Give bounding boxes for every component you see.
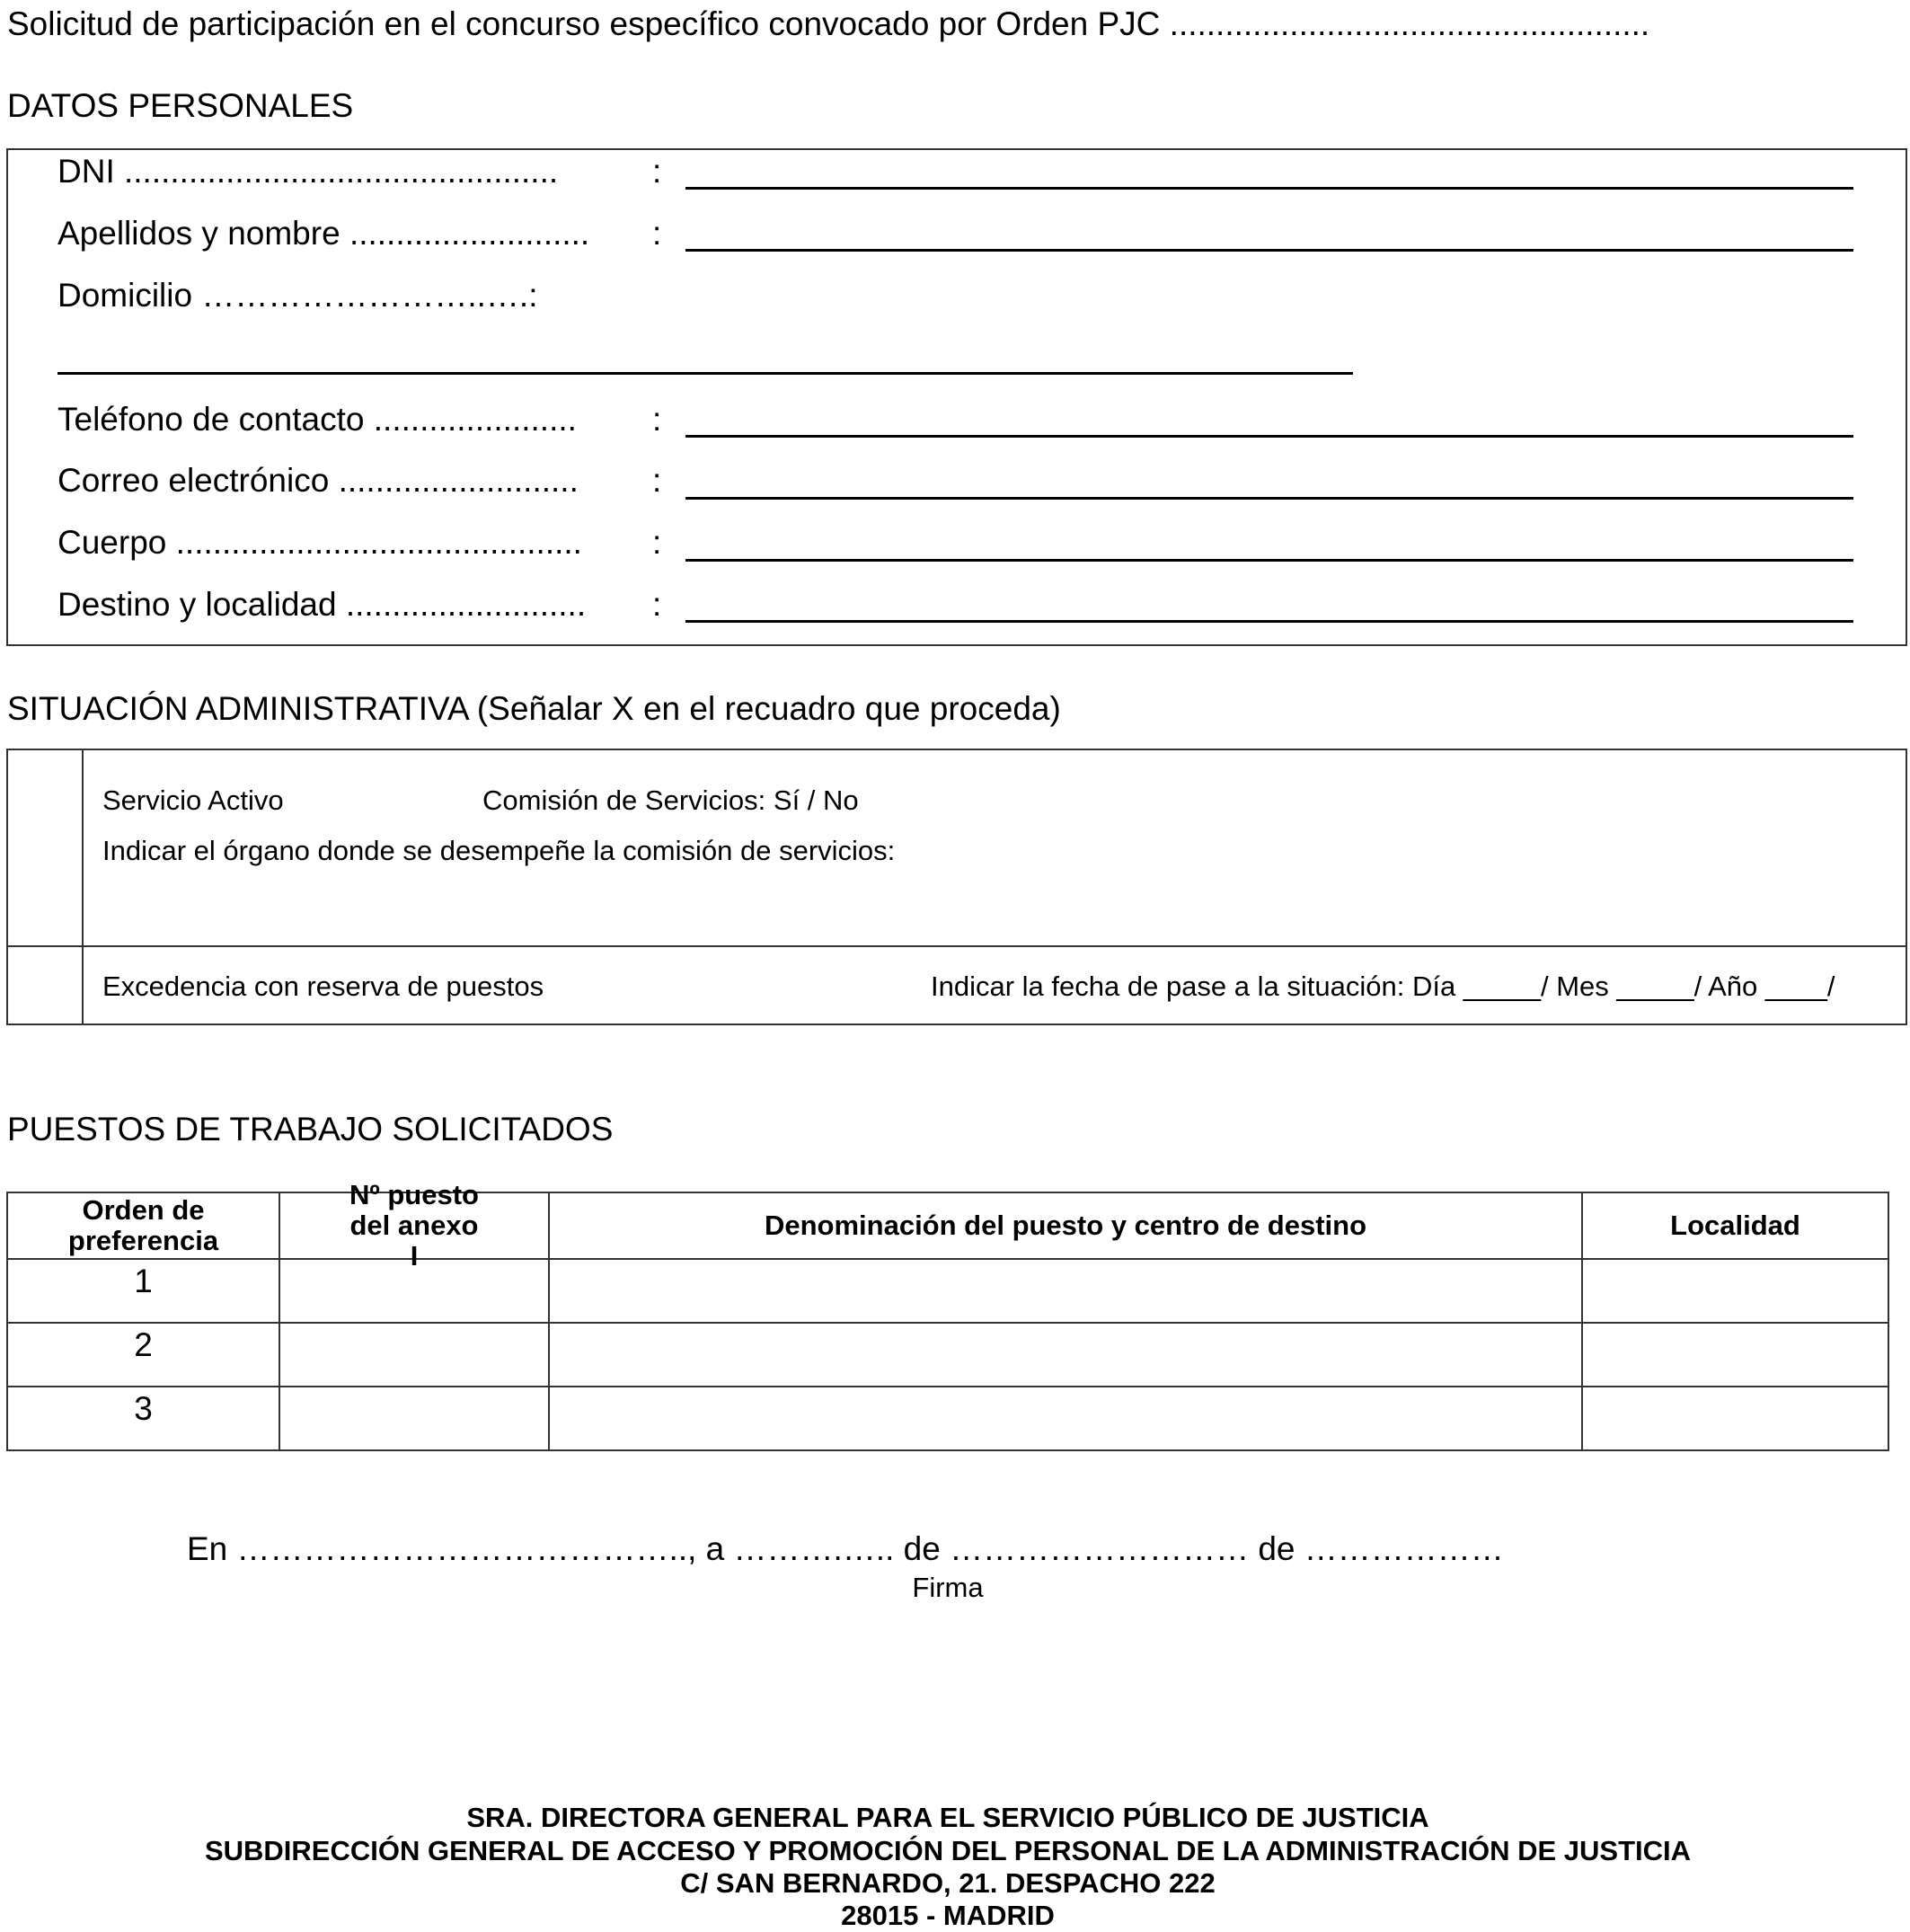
document-title: Solicitud de participación en el concurso específico convocado por Orden PJC .................................................... [7, 5, 1650, 42]
destino-localidad-field[interactable] [685, 620, 1853, 623]
footer-recipient: SRA. DIRECTORA GENERAL PARA EL SERVICIO PÚBLICO DE JUSTICIA [466, 1802, 1429, 1833]
puesto-3-numero-cell[interactable] [280, 1387, 548, 1449]
lugar-fecha-line: En ………………………………….., a ……….….. de ……………………… de ……………… [187, 1530, 1504, 1567]
field-colon-cuerpo: : [652, 524, 662, 561]
puesto-3-denominacion-cell[interactable] [550, 1387, 1581, 1449]
table-row-number: 1 [134, 1263, 153, 1299]
dni-field[interactable] [685, 187, 1853, 190]
table-row-number: 2 [134, 1326, 153, 1363]
field-label-destino-localidad: Destino y localidad .......................... [57, 586, 587, 623]
puesto-2-denominacion-cell[interactable] [550, 1324, 1581, 1386]
field-label-correo: Correo electrónico .......................... [57, 462, 579, 499]
field-colon-correo: : [652, 462, 662, 499]
puesto-1-denominacion-cell[interactable] [550, 1260, 1581, 1322]
field-colon-destino-localidad: : [652, 586, 662, 623]
column-header-n-puesto: Nº puesto del anexo I [349, 1179, 479, 1272]
column-header-denominacion: Denominación del puesto y centro de destino [764, 1210, 1367, 1241]
section-heading-puestos: PUESTOS DE TRABAJO SOLICITADOS [7, 1111, 614, 1148]
firma-label: Firma [912, 1572, 984, 1603]
field-label-dni: DNI ............................................... [57, 153, 559, 190]
field-label-telefono: Teléfono de contacto ...................... [57, 401, 577, 438]
section-heading-situacion: SITUACIÓN ADMINISTRATIVA (Señalar X en el recuadro que proceda) [7, 690, 1061, 727]
excedencia-label: Excedencia con reserva de puestos [102, 970, 544, 1002]
footer-postal-city: 28015 - MADRID [841, 1900, 1055, 1931]
section-heading-datos-personales: DATOS PERSONALES [7, 87, 354, 124]
column-header-orden: Orden de preferencia [67, 1194, 219, 1256]
table-row-number: 3 [134, 1390, 153, 1427]
correo-field[interactable] [685, 497, 1853, 500]
cuerpo-field[interactable] [685, 559, 1853, 562]
field-label-apellidos-nombre: Apellidos y nombre .......................... [57, 215, 590, 252]
field-colon-dni: : [652, 153, 662, 190]
domicilio-field[interactable] [57, 372, 1353, 375]
apellidos-nombre-field[interactable] [685, 249, 1853, 252]
field-label-cuerpo: Cuerpo ............................................ [57, 524, 582, 561]
telefono-field[interactable] [685, 435, 1853, 438]
puesto-2-localidad-cell[interactable] [1583, 1324, 1888, 1386]
puesto-2-numero-cell[interactable] [280, 1324, 548, 1386]
servicio-activo-checkbox[interactable] [8, 750, 82, 945]
situacion-row-divider [6, 945, 1907, 947]
field-colon-telefono: : [652, 401, 662, 438]
excedencia-checkbox[interactable] [8, 947, 82, 1024]
fecha-pase-label: Indicar la fecha de pase a la situación: Día _____/ Mes _____/ Año ____/ [931, 970, 1835, 1002]
puesto-3-localidad-cell[interactable] [1583, 1387, 1888, 1449]
servicio-activo-label: Servicio Activo [102, 784, 284, 816]
field-colon-apellidos-nombre: : [652, 215, 662, 252]
puesto-1-localidad-cell[interactable] [1583, 1260, 1888, 1322]
comision-servicios-label: Comisión de Servicios: Sí / No [482, 784, 859, 816]
puesto-1-numero-cell[interactable] [280, 1260, 548, 1322]
checkbox-column-divider [82, 749, 84, 1025]
column-header-localidad: Localidad [1670, 1210, 1800, 1241]
organo-comision-label: Indicar el órgano donde se desempeñe la comisión de servicios: [102, 835, 896, 866]
footer-subdireccion: SUBDIRECCIÓN GENERAL DE ACCESO Y PROMOCIÓN DEL PERSONAL DE LA ADMINISTRACIÓN DE JUSTICIA [204, 1835, 1692, 1866]
footer-address: C/ SAN BERNARDO, 21. DESPACHO 222 [680, 1867, 1216, 1899]
field-label-domicilio: Domicilio ……………………..….: [57, 277, 538, 314]
